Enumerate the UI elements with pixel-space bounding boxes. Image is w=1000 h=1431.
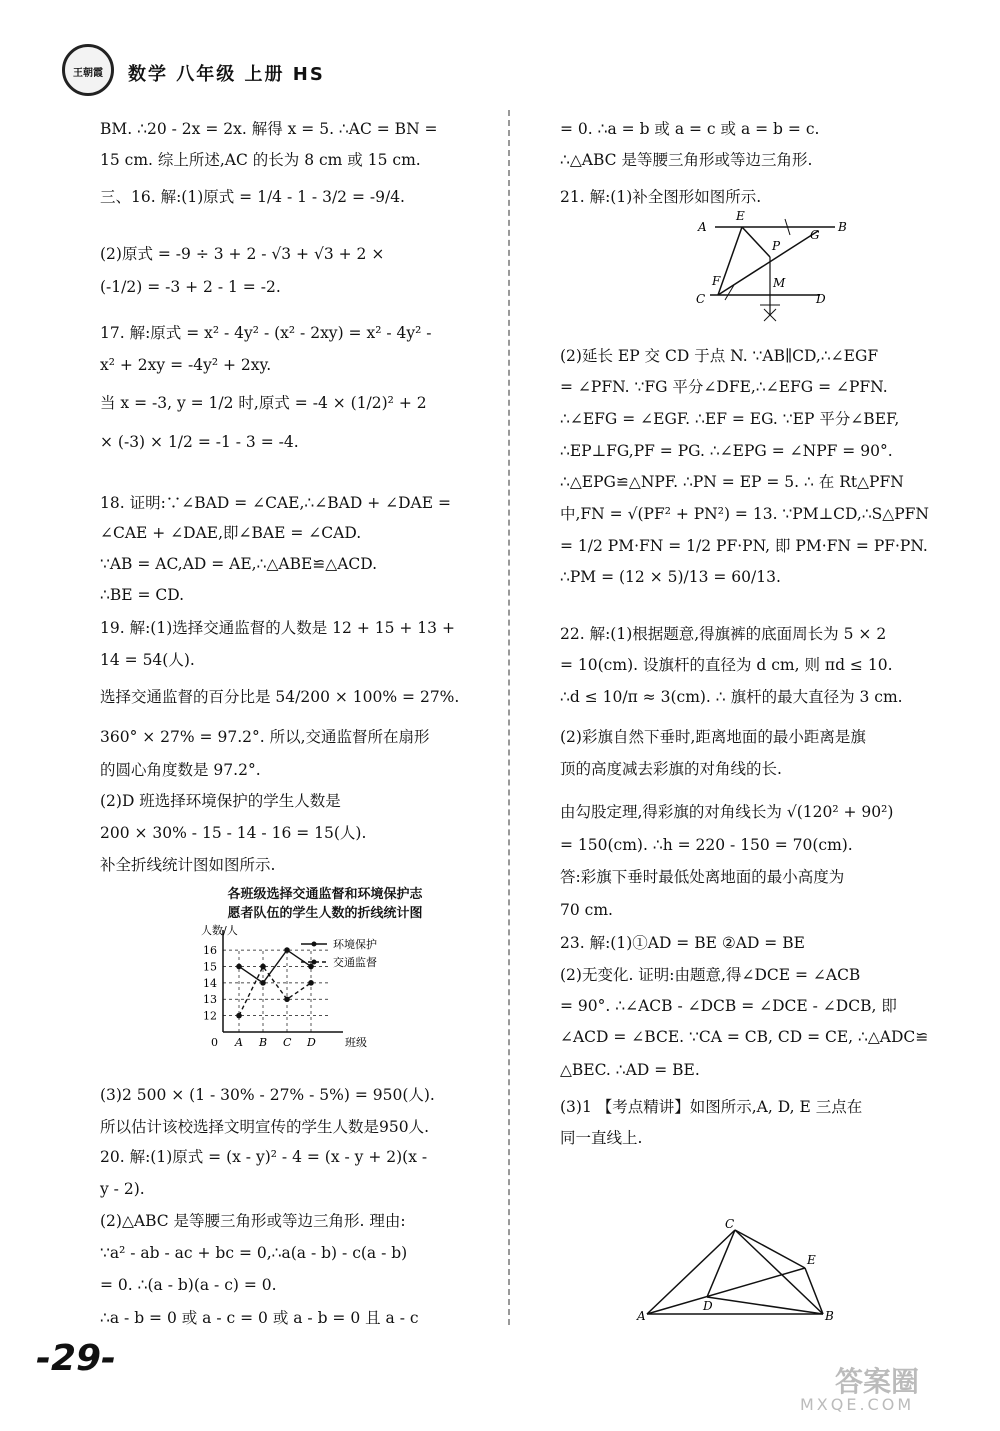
fig21-label-p: P — [772, 239, 781, 253]
text-line: = 90°. ∴∠ACB - ∠DCB = ∠DCE - ∠DCB, 即 — [560, 997, 897, 1015]
text-line: (-1/2) = -3 + 2 - 1 = -2. — [100, 278, 281, 296]
chart-title-line-1: 各班级选择交通监督和环境保护志 — [227, 887, 423, 902]
text-line: 21. 解:(1)补全图形如图所示. — [560, 188, 762, 206]
publisher-logo: 王朝霞 — [62, 44, 114, 96]
x-tick-label: D — [307, 1036, 316, 1049]
fig21-label-a: A — [698, 220, 707, 234]
legend-marker — [312, 960, 317, 965]
fig23-label-b: B — [825, 1309, 834, 1323]
text-line: 顶的高度减去彩旗的对角线的长. — [560, 760, 782, 778]
text-line: x² + 2xy = -4y² + 2xy. — [100, 356, 272, 374]
text-line: 23. 解:(1)①AD = BE ②AD = BE — [560, 934, 805, 952]
text-line: × (-3) × 1/2 = -1 - 3 = -4. — [100, 433, 299, 451]
page-header-title: 数学 八年级 上册 HS — [128, 64, 325, 85]
text-line: 18. 证明:∵∠BAD = ∠CAE,∴∠BAD + ∠DAE = — [100, 494, 451, 512]
fig21-label-f: F — [712, 274, 721, 288]
text-line: ∴BE = CD. — [100, 586, 185, 604]
legend-label: 交通监督 — [333, 956, 377, 969]
text-line: = 0. ∴a = b 或 a = c 或 a = b = c. — [560, 120, 820, 138]
legend-label: 环境保护 — [333, 938, 377, 951]
text-line: ∴a - b = 0 或 a - c = 0 或 a - b = 0 且 a - c — [100, 1309, 419, 1327]
text-line: 所以估计该校选择文明宣传的学生人数是950人. — [100, 1118, 430, 1136]
data-point — [236, 964, 242, 970]
y-tick-label: 14 — [203, 976, 217, 990]
text-line: 15 cm. 综上所述,AC 的长为 8 cm 或 15 cm. — [100, 151, 421, 169]
data-point — [308, 980, 314, 986]
fig21-label-d: D — [816, 292, 826, 306]
figure-23-geometry — [635, 1218, 845, 1328]
text-line: = 1/2 PM·FN = 1/2 PF·PN, 即 PM·FN = PF·PN. — [560, 537, 928, 555]
text-line: 选择交通监督的百分比是 54/200 × 100% = 27%. — [100, 688, 460, 706]
text-line: = 0. ∴(a - b)(a - c) = 0. — [100, 1276, 277, 1294]
line-chart — [185, 922, 455, 1062]
y-tick-label: 15 — [203, 960, 217, 974]
text-line: 补全折线统计图如图所示. — [100, 856, 276, 874]
y-tick-label: 16 — [203, 944, 217, 958]
text-line: 17. 解:原式 = x² - 4y² - (x² - 2xy) = x² - 4y² - — [100, 324, 432, 342]
text-line: ∵AB = AC,AD = AE,∴△ABE≌△ACD. — [100, 555, 378, 573]
column-divider — [508, 110, 510, 1325]
text-line: 14 = 54(人). — [100, 651, 195, 669]
fig23-label-d: D — [703, 1299, 713, 1313]
text-line: (2)无变化. 证明:由题意,得∠DCE = ∠ACB — [560, 966, 861, 984]
text-line: = 10(cm). 设旗杆的直径为 d cm, 则 πd ≤ 10. — [560, 656, 893, 674]
data-point — [236, 1013, 242, 1019]
fig21-label-b: B — [838, 220, 847, 234]
fig21-label-e: E — [736, 209, 745, 223]
text-line: ∴△EPG≌△NPF. ∴PN = EP = 5. ∴ 在 Rt△PFN — [560, 473, 904, 491]
text-line: 中,FN = √(PF² + PN²) = 13. ∵PM⊥CD,∴S△PFN — [560, 505, 929, 523]
text-line: ∠CAE + ∠DAE,即∠BAE = ∠CAD. — [100, 524, 362, 542]
text-line: (3)2 500 × (1 - 30% - 27% - 5%) = 950(人). — [100, 1086, 435, 1104]
text-line: ∠ACD = ∠BCE. ∵CA = CB, CD = CE, ∴△ADC≌ — [560, 1028, 929, 1046]
text-line: ∵a² - ab - ac + bc = 0,∴a(a - b) - c(a - b) — [100, 1244, 408, 1262]
fig21-label-m: M — [773, 276, 786, 290]
data-point — [308, 964, 314, 970]
fig23-label-c: C — [725, 1218, 735, 1231]
text-line: 答:彩旗下垂时最低处离地面的最小高度为 — [560, 868, 845, 886]
text-line: ∴EP⊥FG,PF = PG. ∴∠EPG = ∠NPF = 90°. — [560, 442, 893, 460]
figure-21-geometry — [690, 205, 870, 330]
data-point — [284, 996, 290, 1002]
text-line: 360° × 27% = 97.2°. 所以,交通监督所在扇形 — [100, 728, 430, 746]
text-line: (2)△ABC 是等腰三角形或等边三角形. 理由: — [100, 1212, 406, 1230]
text-line: (2)彩旗自然下垂时,距离地面的最小距离是旗 — [560, 728, 866, 746]
text-line: ∴PM = (12 × 5)/13 = 60/13. — [560, 568, 781, 586]
text-line: 22. 解:(1)根据题意,得旗裤的底面周长为 5 × 2 — [560, 625, 887, 643]
text-line: 的圆心角度数是 97.2°. — [100, 761, 261, 779]
text-line: △BEC. ∴AD = BE. — [560, 1061, 700, 1079]
text-line: ∴△ABC 是等腰三角形或等边三角形. — [560, 151, 813, 169]
text-line: 200 × 30% - 15 - 14 - 16 = 15(人). — [100, 824, 367, 842]
y-origin-label: 0 — [211, 1036, 218, 1049]
data-point — [260, 980, 266, 986]
text-line: (2)延长 EP 交 CD 于点 N. ∵AB∥CD,∴∠EGF — [560, 347, 879, 365]
y-axis-label: 人数/人 — [201, 924, 238, 937]
text-line: BM. ∴20 - 2x = 2x. 解得 x = 5. ∴AC = BN = — [100, 120, 438, 138]
text-line: 19. 解:(1)选择交通监督的人数是 12 + 15 + 13 + — [100, 619, 455, 637]
text-line: y - 2). — [100, 1180, 145, 1198]
x-tick-label: A — [235, 1036, 243, 1049]
data-point — [260, 964, 266, 970]
text-line: ∴∠EFG = ∠EGF. ∴EF = EG. ∵EP 平分∠BEF, — [560, 410, 900, 428]
watermark-logo: 答案圈 — [835, 1365, 920, 1398]
y-tick-label: 12 — [203, 1009, 217, 1023]
text-line: (2)原式 = -9 ÷ 3 + 2 - √3 + √3 + 2 × — [100, 245, 385, 263]
fig21-label-c: C — [696, 292, 706, 306]
x-axis-label: 班级 — [345, 1036, 367, 1049]
text-line: (2)D 班选择环境保护的学生人数是 — [100, 792, 341, 810]
text-line: ∴d ≤ 10/π ≈ 3(cm). ∴ 旗杆的最大直径为 3 cm. — [560, 688, 903, 706]
fig21-label-g: G — [810, 228, 820, 242]
legend-marker — [312, 942, 317, 947]
text-line: 同一直线上. — [560, 1129, 643, 1147]
x-tick-label: C — [283, 1036, 292, 1049]
chart-title — [165, 883, 485, 921]
chart-title-line-2: 愿者队伍的学生人数的折线统计图 — [227, 906, 423, 921]
fig23-label-a: A — [637, 1309, 646, 1323]
text-line: 由勾股定理,得彩旗的对角线长为 √(120² + 90²) — [560, 803, 894, 821]
text-line: 20. 解:(1)原式 = (x - y)² - 4 = (x - y + 2)(x - — [100, 1148, 428, 1166]
text-line: 当 x = -3, y = 1/2 时,原式 = -4 × (1/2)² + 2 — [100, 394, 427, 412]
watermark-url: MXQE.COM — [800, 1395, 915, 1414]
text-line: (3)1 【考点精讲】如图所示,A, D, E 三点在 — [560, 1098, 863, 1116]
text-line: 三、16. 解:(1)原式 = 1/4 - 1 - 3/2 = -9/4. — [100, 188, 405, 206]
text-line: 70 cm. — [560, 901, 613, 919]
text-line: = 150(cm). ∴h = 220 - 150 = 70(cm). — [560, 836, 853, 854]
x-tick-label: B — [259, 1036, 268, 1049]
y-tick-label: 13 — [203, 993, 217, 1007]
data-point — [284, 947, 290, 953]
fig23-label-e: E — [807, 1253, 816, 1267]
page-number: -29- — [36, 1338, 116, 1379]
text-line: = ∠PFN. ∵FG 平分∠DFE,∴∠EFG = ∠PFN. — [560, 378, 888, 396]
